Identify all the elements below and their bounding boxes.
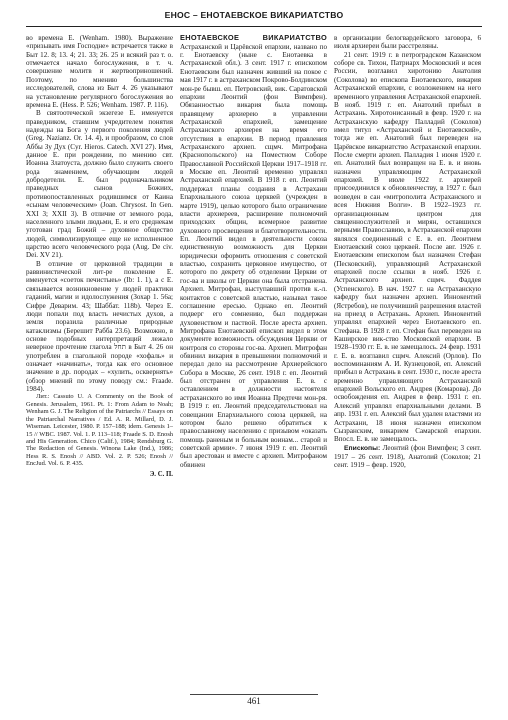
bishops-label: Епископы: xyxy=(344,444,381,452)
enos-paragraph-rabbinic: В отличие от церковной традиции в раввинистической лит-ре поколение Е. именуется «соеток печистыеь» (Ib: 1. 1), а с Е. связывается возникновение у людей практики гаданий, магии и идолослужения (Зохар 1. 56а; Сифре Деварим. 43; Шаббат. 118b). Через Е. люди попали под власть нечистых духов, а земля поразила различные природные катаклизмы (Берешит Рабба 23.6). Возможно, в основе подобных интерпретаций лежало неверное прочтение глагола תחל в Быт 4. 26 он употреблен в глагольной породе «хофаль» и означает «начинать», тогда как его основное значение в др. породах – «хулить, осквернять» (обзор мнений по этому поводу см.: Fraade. 1984). xyxy=(26,259,173,394)
text-column-right xyxy=(334,34,481,686)
text-column-left xyxy=(26,34,173,686)
enos-author-initials: Э. С. П. xyxy=(149,470,173,478)
running-header xyxy=(26,10,482,27)
enos-paragraph-patristic: В святоотеческой экзегезе Е. именуется праведником, ставшим учредителем понятия надежды на Бога у первого поколения людей (Greg. Nazianz. Or. 14. 4), и прообразом, со слов Аббы Зу Дух (Cyr. Hieros. Catech. XVI 27). Имя, данное Е. при рождении, по мнению свт. Иоанна Златоуста, должно было служить своего рода знамением, обучающим людей добродетели. Е. был родоначальником праведных сынов Божиих, противопоставленных родившимся от Каина «сынам человеческим» (Joan. Chrysost. In Gen. XXI 3; XXII 3). В отличие от земного рода, населенного злыми людьми, Е. и его среднекам уготован град Божий – духовное общество людей, символизирующее еще не исполненное царство всего человеческого рода (Aug. De civ. Dei. XV 21). xyxy=(26,109,173,260)
bishops-text: Леонтий (фон Вимпфен; 3 сент. 1917 – 26 сент. 1918), Анатолий (Соколов; 21 сент. 1919 – февр. 1920, xyxy=(334,443,481,469)
page-number: 461 xyxy=(247,696,261,706)
enotaevsk-paragraph-history: 21 сент. 1919 г. в петроградском Казанском соборе св. Тихон, Патриарх Московский и всея России, возглавил хиротонию Анатолия (Соколова) во епископа Енотаевского, викария Астраханской епархии, с возложением на него временного управления Астраханской епархией. В нояб. 1919 г. еп. Анатолий прибыл в Астрахань. Хиротонисанный в февр. 1920 г. на Астраханскую кафедру Палладий (Соколов) имел титул «Астраханский и Енотаевский», тогда же еп. Анатолий был переведен на Царёвское викариатство Астраханской епархии. После смерти архиеп. Палладия 1 июня 1920 г. еп. Анатолий был возвращен на Е. в. и вновь назначен управляющим Астраханской епархией. В июле 1922 г. архиерей присоединился к обновленчеству, в 1927 г. был возведен в сан «митрополита Астраханского и всея Нижния Волги». В 1922–1923 гг. организационным центром для священнослужителей и мирян, оставшихся верными Православию, в Астраханской епархии являлся соединенный с Е. в. еп. Леонтием Енотаевский союз церквей. После авг. 1926 г. Енотаевским епископом был назначен Стефан (Песковский), управляющий Астраханской епархией после ссылки в нояб. 1926 г. Астраханского архиеп. сщмч. Фаддея (Успенского). В нач. 1927 г. на Астраханскую кафедру был назначен архиеп. Иннокентий (Ястребов), не получивший разрешения властей на приезд в Астрахань. Архиеп. Иннокентий управлял епархией через Енотаевского еп. Стефана. В 1928 г. еп. Стефан был переведен на Каширское вик-ство Московской епархии. В 1928–1930 гг. Е. в. не замещалось. 24 февр. 1931 г. Е. в. возглавил сщмч. Алексий (Орлов). По воспоминаниям А. И. Кузнецовой, еп. Алексий прибыл в Астрахань в сент. 1930 г., после ареста временно управляющего Астраханской епархией Вольского еп. Андрея (Комарова). До освобождения еп. Андрея в февр. 1931 г. еп. Алексий управлял епархиальными делами. В апр. 1931 г. еп. Алексий был удален властями из Астрахани, 18 июня назначен епископом Сызранским, викарием Самарской епархии. Впосл. Е. в. не замещалось. xyxy=(334,50,481,444)
bishops-list xyxy=(334,444,481,470)
footer-rule xyxy=(190,694,318,695)
enos-literature: Лит.: Cassuto U. A Commenty on the Book of Genesis. Jerusalem, 1961. Pt. 1: From Adam to Noah; Wenham G. J. The Religion of the Patriarchs // Essays on the Patriarchal Narratives / Ed. A. R. Millard, D. J. Wiseman. Leicester, 1980. P. 157–188; idem. Genesis 1–15 // WBC. 1987. Vol. 1. P. 113–118; Fraade S. D. Enosh and His Generation. Chico (Calif.), 1984; Rendsburg G. The Redaction of Genesis. Winona Lake (Ind.), 1986; Hess R. S. Enosh // ABD. Vol. 2. P. 526; Enosh // EncJud. Vol. 6. P. 435. xyxy=(26,393,173,468)
enotaevsk-paragraph-continued: в организации белогвардейского заговора, 6 июля архиереи были расстреляны. xyxy=(334,34,481,51)
entry-heading-enotaevsk: ЕНОТАЕВСКОЕ ВИКАРИАТСТВО xyxy=(180,34,327,42)
page-footer xyxy=(0,696,508,710)
enos-paragraph-worship: во времена Е. (Wenham. 1980). Выражение «призывать имя Господне» встречается также в Быт 12. 8; 13. 4; 21. 33; 26. 25 и всякий раз т. о. отмечается начало богослужения, в т. ч. совершение молитв и жертвоприношений. Поэтому, по мнению большинства исследователей, слова из Быт 4. 26 указывают на установление регулярного богослужения во времена Е. (Hess. P. 526; Wenham. 1987. P. 116). xyxy=(26,34,173,109)
text-column-middle xyxy=(180,34,327,686)
running-header-title: ЕНОС – ЕНОТАЕВСКОЕ ВИКАРИАТСТВО xyxy=(164,10,344,20)
enotaevsk-entry-start xyxy=(180,34,327,469)
enotaevsk-paragraph-intro: Астраханской и Царёвской епархии, названо по г. Енотаевску (ныне с. Енотаевка в Астраханской обл.). 3 сент. 1917 г. епископом Енотаевским был назначен живший на покое с мая 1917 г. в астраханском Покрово-Болдинском мон-ре бывш. еп. Петровский, вик. Саратовской епархии Леонтий (фон Вимпфен). Обязанностью викария была помощь правящему архиерею в управлении Астраханской епархией, замещение Астраханского архиерея на время его отсутствия в епархии. В период правления Астраханского архиеп. сщмч. Митрофана (Краснопольского) на Поместном Соборе Православной Российской Церкви 1917–1918 гг. в Москве еп. Леонтий временно управлял Астраханской епархией. В 1918 г. еп. Леонтий поддержал планы создания в Астрахани Епархиального союза церквей (учрежден в марте 1919), целью которого было ограничение власти архиереев, расширение полномочий приходских общин, всемерное развитие духовного просвещения и благотворительности. Еп. Леонтий видел в деятельности союза единственную возможность для Церкви юридически оформить отношения с советской властью, сохранить церковное имущество, от которого по декрету об отделении Церкви от гос-ва и школы от Церкви она была отстранена. Архиеп. Митрофан, выступавший против к.-л. контактов с советской властью, называл такое соглашение ересью. Однако еп. Леонтий подверг его сомнению, был поддержан духовенством и паствой. После ареста архиеп. Митрофана Енотаевский епископ видел в этом документе возможность обсуждения Церкви от контроля со стороны гос-ва. Архиеп. Митрофан обвинил викария в превышении полномочий и передал дело на рассмотрение Архиерейского Собора в Москве, 26 сент. 1918 г. еп. Леонтий был отстранен от управления Е. в. с оставлением в должности настоятеля астраханского во имя Иоанна Предтечи мон-ря. В 1919 г. еп. Леонтий председательствовал на совещании Епархиального союза церквей, на котором было решено обратиться к православному населению с призывом «оказать помощь раненым и больным воинам... старой и советской армии». 7 июня 1919 г. еп. Леонтий был арестован и вместе с архиеп. Митрофаном обвинен xyxy=(180,42,327,469)
